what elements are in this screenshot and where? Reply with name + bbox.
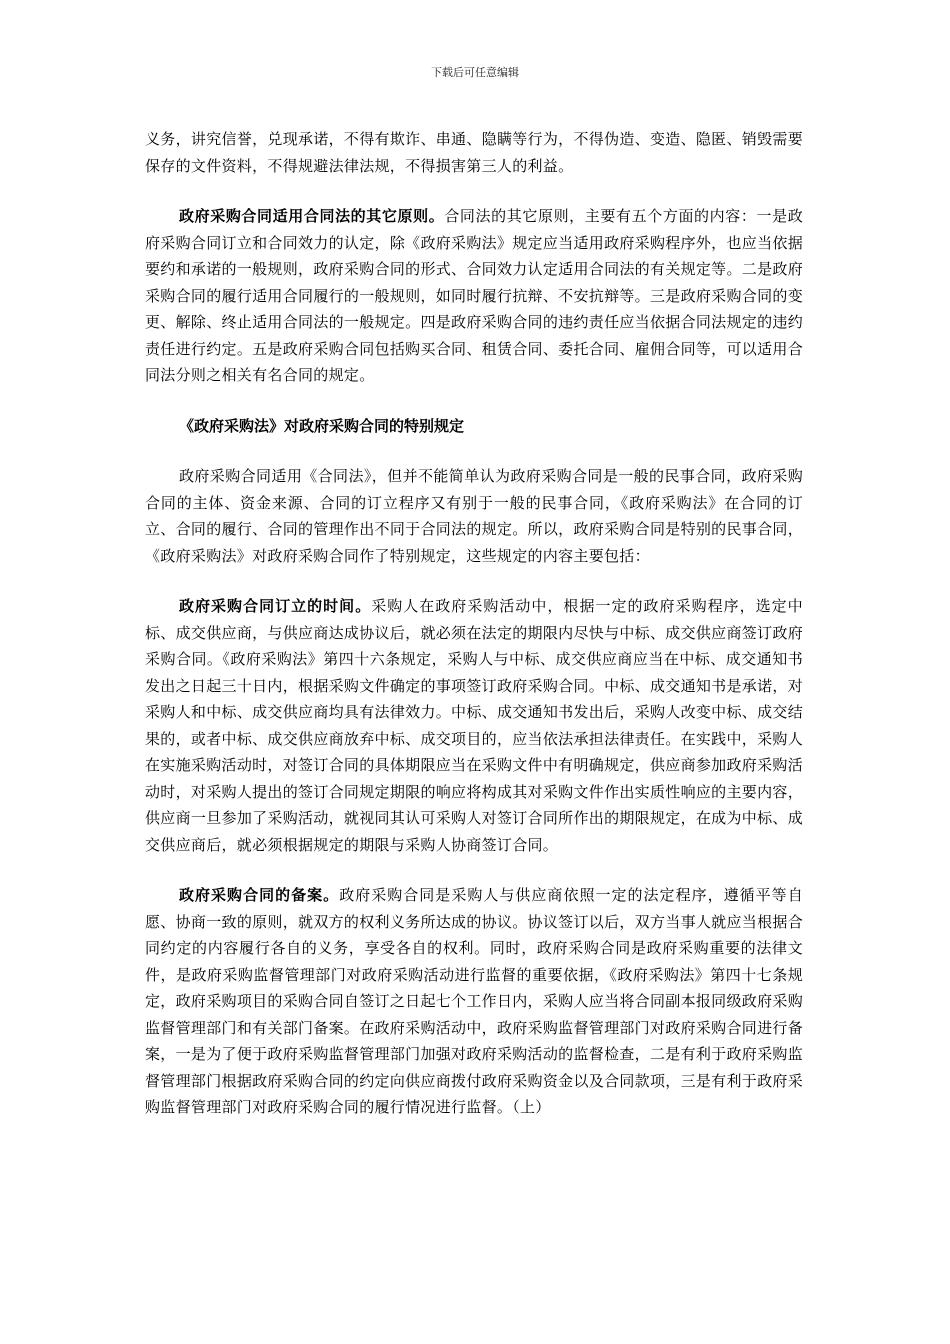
paragraph-other-principles xyxy=(145,203,803,389)
paragraph-text: 合同法的其它原则，主要有五个方面的内容：一是政府采购合同订立和合同效力的认定，除《政府采购法》规定应当适用政府采购程序外，也应当依据要约和承诺的一般规则，政府采购合同的形式、合同效力认定适用合同法的有关规定等。二是政府采购合同的履行适用合同履行的一般规则，如同时履行抗辩、不安抗辩等。三是政府采购合同的变更、解除、终止适用合同法的一般规定。四是政府采购合同的违约责任应当依据合同法规定的违约责任进行约定。五是政府采购合同包括购买合同、租赁合同、委托合同、雇佣合同等，可以适用合同法分则之相关有名合同的规定。 xyxy=(145,207,803,384)
paragraph-lead: 政府采购合同适用合同法的其它原则。 xyxy=(179,207,445,225)
paragraph-lead: 政府采购合同的备案。 xyxy=(179,886,340,904)
paragraph-lead: 政府采购合同订立的时间。 xyxy=(179,597,372,615)
paragraph-text: 义务，讲究信誉，兑现承诺，不得有欺诈、串通、隐瞒等行为，不得伪造、变造、隐匿、销毁需要保存的文件资料，不得规避法律法规，不得损害第三人的利益。 xyxy=(145,130,803,175)
page-header: 下载后可任意编辑 xyxy=(431,66,519,79)
paragraph-special-provisions xyxy=(145,463,803,569)
document-body xyxy=(145,126,803,1145)
paragraph-contract-filing xyxy=(145,882,803,1121)
paragraph-text: 政府采购合同适用《合同法》，但并不能简单认为政府采购合同是一般的民事合同，政府采购合同的主体、资金来源、合同的订立程序又有别于一般的民事合同，《政府采购法》在合同的订立、合同的履行、合同的管理作出不同于合同法的规定。所以，政府采购合同是特别的民事合同，《政府采购法》对政府采购合同作了特别规定，这些规定的内容主要包括： xyxy=(145,467,803,565)
paragraph-text: 政府采购合同是采购人与供应商依照一定的法定程序，遵循平等自愿、协商一致的原则，就双方的权利义务所达成的协议。协议签订以后，双方当事人就应当根据合同约定的内容履行各自的义务，享受各自的权利。同时，政府采购合同是政府采购重要的法律文件，是政府采购监督管理部门对政府采购活动进行监督的重要依据，《政府采购法》第四十七条规定，政府采购项目的采购合同自签订之日起七个工作日内，采购人应当将合同副本报同级政府采购监督管理部门和有关部门备案。在政府采购活动中，政府采购监督管理部门对政府采购合同进行备案，一是为了便于政府采购监督管理部门加强对政府采购活动的监督检查，二是有利于政府采购监督管理部门根据政府采购合同的约定向供应商拨付政府采购资金以及合同款项，三是有利于政府采购监督管理部门对政府采购合同的履行情况进行监督。（上） xyxy=(145,886,803,1116)
paragraph-contract-timing xyxy=(145,593,803,858)
paragraph-text: 采购人在政府采购活动中，根据一定的政府采购程序，选定中标、成交供应商，与供应商达成协议后，就必须在法定的期限内尽快与中标、成交供应商签订政府采购合同。《政府采购法》第四十六条规定，采购人与中标、成交供应商应当在中标、成交通知书发出之日起三十日内，根据采购文件确定的事项签订政府采购合同。中标、成交通知书是承诺，对采购人和中标、成交供应商均具有法律效力。中标、成交通知书发出后，采购人改变中标、成交结果的，或者中标、成交供应商放弃中标、成交项目的，应当依法承担法律责任。在实践中，采购人在实施采购活动时，对签订合同的具体期限应当在采购文件中有明确规定，供应商参加政府采购活动时，对采购人提出的签订合同规定期限的响应将构成其对采购文件作出实质性响应的主要内容，供应商一旦参加了采购活动，就视同其认可采购人对签订合同所作出的期限规定，在成为中标、成交供应商后，就必须根据规定的期限与采购人协商签订合同。 xyxy=(145,597,803,854)
section-heading: 《政府采购法》对政府采购合同的特别规定 xyxy=(179,416,465,435)
paragraph-obligations xyxy=(145,126,803,179)
